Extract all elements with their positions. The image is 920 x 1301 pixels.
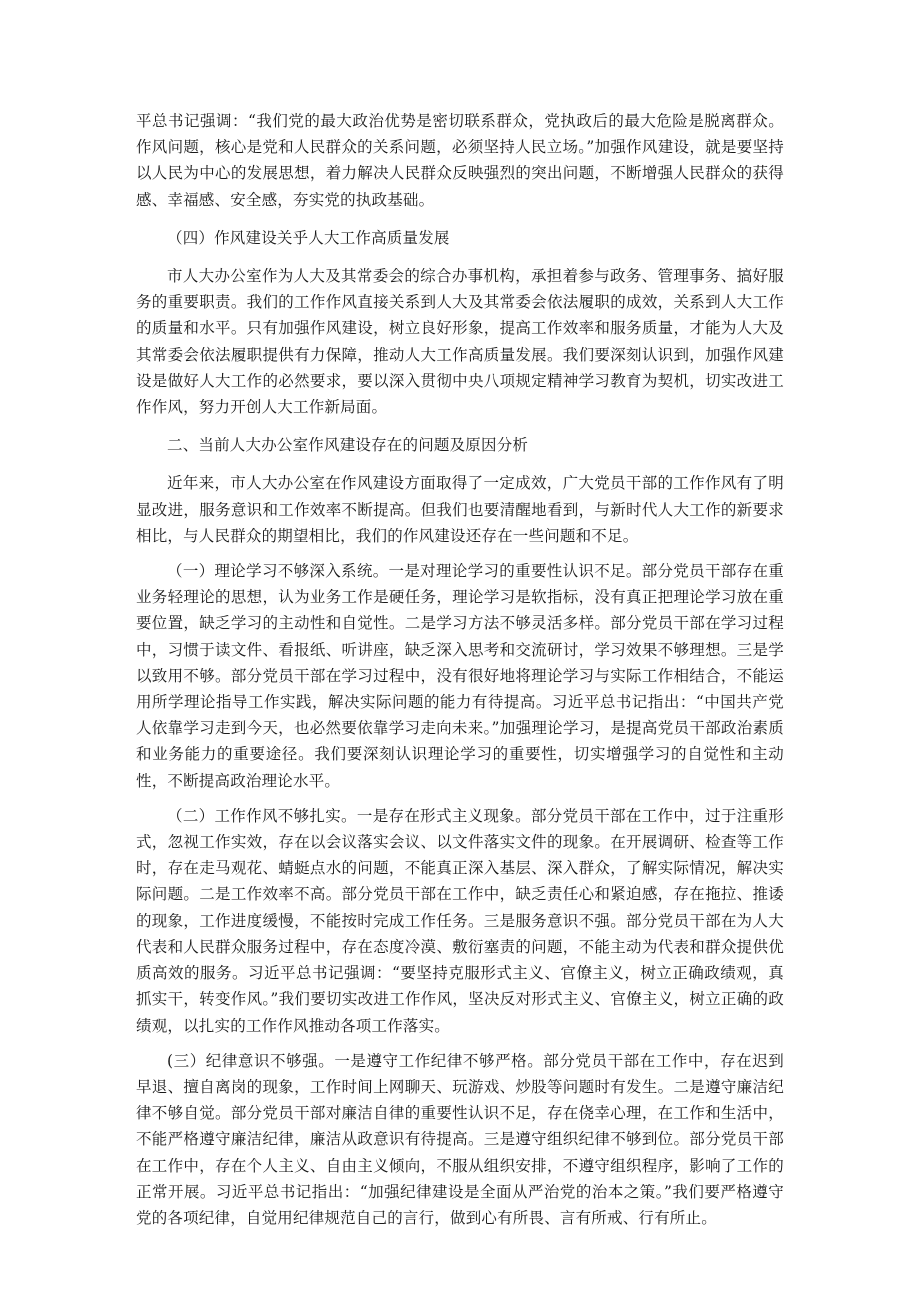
paragraph-continuation: 平总书记强调：“我们党的最大政治优势是密切联系群众，党执政后的最大危险是脱离群众。作风问题，核心是党和人民群众的关系问题，必须坚持人民立场。”加强作风建设，就是要坚持以人民为中心的发展思想，着力解决人民群众反映强烈的突出问题，不断增强人民群众的获得感、幸福感、安全感，夯实党的执政基础。 xyxy=(136,112,784,209)
chapter-heading-2: 二、当前人大办公室作风建设存在的问题及原因分析 xyxy=(167,436,529,455)
paragraph-discipline: (三）纪律意识不够强。一是遵守工作纪律不够严格。部分党员干部在工作中，存在迟到早退、擅自离岗的现象，工作时间上网聊天、玩游戏、炒股等问题时有发生。二是遵守廉洁纪律不够自觉。部分党员干部对廉洁自律的重要性认识不足，存在侥幸心理，在工作和生活中，不能严格遵守廉洁纪律，廉洁从政意识有待提高。三是遵守组织纪律不够到位。部分党员干部在工作中，存在个人主义、自由主义倾向，不服从组织安排，不遵守组织程序，影响了工作的正常开展。习近平总书记指出：“加强纪律建设是全面从严治党的治本之策。”我们要严格遵守党的各项纪律，自觉用纪律规范自己的言行，做到心有所畏、言有所戒、行有所止。 xyxy=(136,1051,784,1227)
paragraph-theory-study: （一）理论学习不够深入系统。一是对理论学习的重要性认识不足。部分党员干部存在重业务轻理论的思想，认为业务工作是硬任务，理论学习是软指标，没有真正把理论学习放在重要位置，缺乏学习的主动性和自觉性。二是学习方法不够灵活多样。部分党员干部在学习过程中，习惯于读文件、看报纸、听讲座，缺乏深入思考和交流研讨，学习效果不够理想。三是学以致用不够。部分党员干部在学习过程中，没有很好地将理论学习与实际工作相结合，不能运用所学理论指导工作实践，解决实际问题的能力有待提高。习近平总书记指出：“中国共产党人依靠学习走到今天，也必然要依靠学习走向未来。”加强理论学习，是提高党员干部政治素质和业务能力的重要途径。我们要深刻认识理论学习的重要性，切实增强学习的自觉性和主动性，不断提高政治理论水平。 xyxy=(136,562,784,790)
paragraph-office-role: 市人大办公室作为人大及其常委会的综合办事机构，承担着参与政务、管理事务、搞好服务的重要职责。我们的工作作风直接关系到人大及其常委会依法履职的成效，关系到人大工作的质量和水平。只有加强作风建设，树立良好形象，提高工作效率和服务质量，才能为人大及其常委会依法履职提供有力保障，推动人大工作高质量发展。我们要深刻认识到，加强作风建设是做好人大工作的必然要求，要以深入贯彻中央八项规定精神学习教育为契机，切实改进工作作风，努力开创人大工作新局面。 xyxy=(136,267,784,417)
section-heading-4: （四）作风建设关乎人大工作高质量发展 xyxy=(167,228,450,247)
document-page xyxy=(136,108,784,1231)
paragraph-overview: 近年来，市人大办公室在作风建设方面取得了一定成效，广大党员干部的工作作风有了明显改进，服务意识和工作效率不断提高。但我们也要清醒地看到，与新时代人大工作的新要求相比，与人民群众的期望相比，我们的作风建设还存在一些问题和不足。 xyxy=(136,474,784,545)
paragraph-work-style: （二）工作作风不够扎实。一是存在形式主义现象。部分党员干部在工作中，过于注重形式，忽视工作实效，存在以会议落实会议、以文件落实文件的现象。在开展调研、检查等工作时，存在走马观花、蜻蜓点水的问题，不能真正深入基层、深入群众，了解实际情况，解决实际问题。二是工作效率不高。部分党员干部在工作中，缺乏责任心和紧迫感，存在拖拉、推诿的现象，工作进度缓慢，不能按时完成工作任务。三是服务意识不强。部分党员干部在为人大代表和人民群众服务过程中，存在态度冷漠、敷衍塞责的问题，不能主动为代表和群众提供优质高效的服务。习近平总书记强调：“要坚持克服形式主义、官僚主义，树立正确政绩观，真抓实干，转变作风。”我们要切实改进工作作风，坚决反对形式主义、官僚主义，树立正确的政绩观，以扎实的工作作风推动各项工作落实。 xyxy=(136,806,784,1035)
